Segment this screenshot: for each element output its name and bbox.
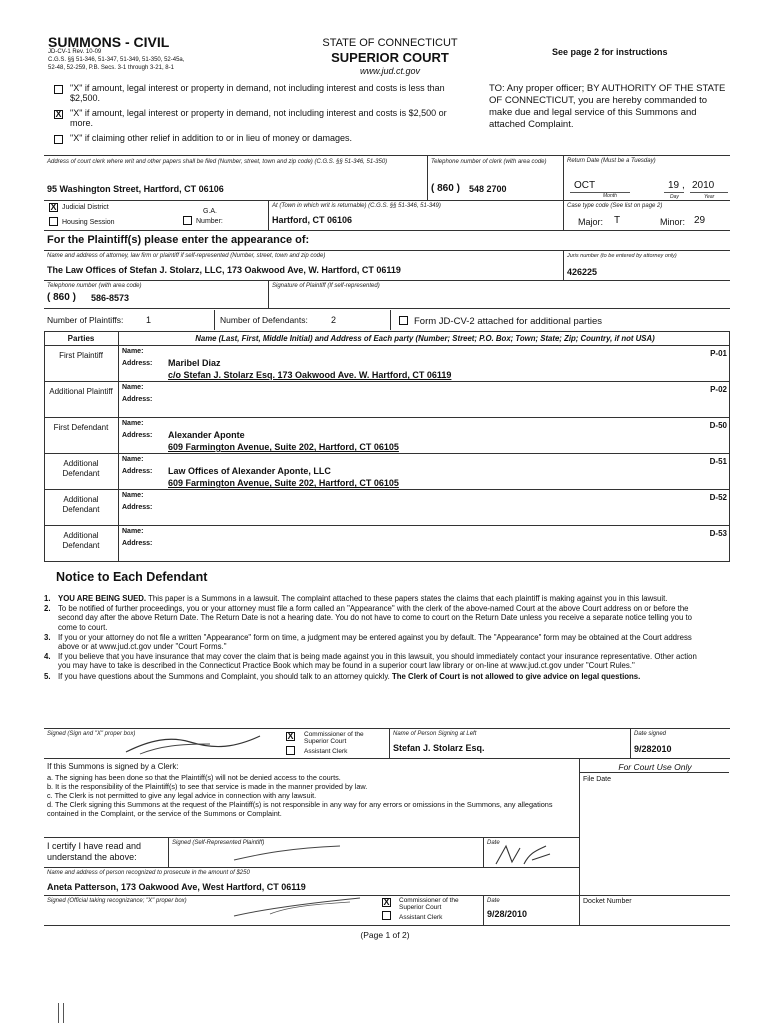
month-label: Month [603,193,617,199]
notice-item-body [58,604,710,632]
statutes-line-2: 52-48, 52-259, P.B. Secs. 3-1 through 3-21, 8-1 [48,65,174,71]
instructions-note: See page 2 for instructions [552,47,668,57]
clerk-item: c. The Clerk is not permitted to give any legal advice in connection with any lawsuit. [47,791,317,800]
recognizance-label: Name and address of person recognized to prosecute in the amount of $250 [47,870,250,876]
housing-session-checkbox[interactable] [49,217,58,226]
amount-option-checkbox[interactable] [54,85,63,94]
form-title: SUMMONS - CIVIL [48,34,170,50]
day-label: Day [670,194,679,200]
appearance-heading: For the Plaintiff(s) please enter the appearance of: [47,234,310,246]
date-signed: 9/282010 [634,744,672,754]
major-label: Major: [578,217,604,227]
party-name-label: Name: [122,528,144,535]
juris-label: Juris number (to be entered by attorney only) [567,253,677,259]
juris-number: 426225 [567,267,598,277]
party-address-label: Address: [122,396,153,403]
self-represented-signed-label: Signed (Self-Represented Plaintiff) [172,840,265,846]
plaintiff-signature-label: Signature of Plaintiff (If self-represented) [272,283,380,289]
party-address: 609 Farmington Avenue, Suite 202, Hartford, CT 06105 [168,442,399,452]
party-name: Alexander Aponte [168,430,245,440]
year-label: Year [704,194,715,200]
signing-assistant-clerk-checkbox[interactable] [286,746,295,755]
plaintiff-phone-area: ( 860 ) [47,292,76,303]
party-name-label: Name: [122,348,144,355]
notice-item-number: 4. [44,652,51,662]
party-role: Additional Defendant [62,459,100,478]
clerk-item: d. The Clerk signing this Summons at the request of the Plaintiff(s) is not responsible in any way for any errors or omissions in the Summons, any allegations contained in the Complaint, or the service of the Summons or Complaint. [47,800,553,818]
attorney-signature [120,732,270,758]
party-code: D-50 [709,421,727,430]
return-town-label: At (Town in which writ is returnable) (C.G.S. §§ 51-346, 51-349) [272,203,441,209]
signing-commissioner-label: Commissioner of the Superior Court [304,731,364,745]
defendants-count-label: Number of Defendants: [220,315,308,325]
party-row-divider [44,525,730,526]
party-role: Additional Defendant [62,531,100,550]
amount-option-checkbox[interactable] [54,135,63,144]
file-date-label: File Date [583,776,612,783]
signed-label: Signed (Sign and "X" proper box) [47,731,136,737]
judicial-district-label: Judicial District [62,204,109,211]
parties-name-col-header: Name (Last, First, Middle Initial) and Address of Each party (Number; Street; P.O. Box; Town; State; Zip; Country, if not USA) [195,334,655,343]
recognizance-assistant-clerk-label: Assistant Clerk [399,914,443,921]
form-jd-cv-2-label: Form JD-CV-2 attached for additional parties [414,316,602,327]
docket-number-label: Docket Number [583,898,632,905]
attorney-label: Name and address of attorney, law firm or plaintiff if self-represented (Number, street, town and zip code) [47,253,326,259]
recognizance-commissioner-label: Commissioner of the Superior Court [399,897,459,911]
notice-item-number: 1. [44,594,51,603]
party-address-label: Address: [122,504,153,511]
recognizance-date: 9/28/2010 [487,909,528,919]
party-name-label: Name: [122,456,144,463]
recognizance-person: Aneta Patterson, 173 Oakwood Ave, West Hartford, CT 06119 [47,882,306,892]
clerk-item: a. The signing has been done so that the Plaintiff(s) will not be denied access to the courts. [47,773,341,782]
party-code: P-02 [710,385,727,394]
party-code: D-51 [709,457,727,466]
page-number: (Page 1 of 2) [360,930,410,940]
party-row-divider [44,489,730,490]
party-role: Additional Defendant [62,495,100,514]
party-row-divider [44,381,730,382]
party-address: c/o Stefan J. Stolarz Esq. 173 Oakwood Ave. W. Hartford, CT 06119 [168,370,452,380]
amount-option-text: "X" if amount, legal interest or property in demand, not including interest and costs is $2,500 or more. [70,108,447,128]
clerk-phone-label: Telephone number of clerk (with area code) [431,159,547,165]
party-name: Law Offices of Alexander Aponte, LLC [168,466,331,476]
party-name-label: Name: [122,420,144,427]
party-address-label: Address: [122,360,153,367]
notice-item [44,604,710,632]
notice-item-body [58,633,710,651]
notice-item-text: If you believe that you have insurance that may cover the claim that is being made against you in this lawsuit, you should immediately contact your insurance representative. Other action you may have to take is described in the Connecticut Practice Book which may be found in a superior court law library or on-line at www.jud.ct.gov under "Court Rules." [58,652,697,671]
party-role: First Plaintiff [59,351,103,360]
party-address-label: Address: [122,432,153,439]
minor-code: 29 [694,215,706,226]
plaintiff-phone: 586-8573 [91,293,130,303]
notice-item-number: 2. [44,604,51,614]
ga-label: G.A. [203,208,218,215]
party-code: D-53 [709,529,727,538]
signer-name: Stefan J. Stolarz Esq. [393,743,485,753]
officer-command: TO: Any proper officer; BY AUTHORITY OF THE STATE OF CONNECTICUT, you are hereby commanded to make due and legal service of this Summons and attached Complaint. [489,83,726,130]
major-code: T [614,215,621,226]
certify-text: I certify I have read and understand the above: [47,841,142,862]
party-code: P-01 [710,349,727,358]
party-name-label: Name: [122,384,144,391]
signer-name-label: Name of Person Signing at Left [393,731,477,737]
clerk-list [47,773,575,818]
recognizance-signed-label: Signed (Official taking recognizance; "X" proper box) [47,898,187,904]
form-id: JD-CV-1 Rev. 10-09 [48,49,102,55]
notice-item-text: This paper is a Summons in a lawsuit. The complaint attached to these papers states the claims that each plaintiff is making against you in this lawsuit. [146,594,668,603]
clerk-item: b. It is the responsibility of the Plaintiff(s) to see that service is made in the manner provided by law. [47,782,368,791]
party-name: Maribel Diaz [168,358,221,368]
signing-commissioner-checkbox[interactable]: X [287,731,294,741]
notice-heading: Notice to Each Defendant [56,570,208,584]
party-address-label: Address: [122,540,153,547]
party-row-divider [44,417,730,418]
statutes-line-1: C.G.S. §§ 51-346, 51-347, 51-349, 51-350, 52-45a, [48,57,185,63]
notice-item-body [58,672,640,681]
court-use-heading: For Court Use Only [618,762,692,772]
plaintiffs-count: 1 [146,315,152,325]
return-day: 19 [668,180,680,191]
court-address-label: Address of court clerk where writ and other papers shall be filed (Number, street, town and zip code) (C.G.S. §§ 51-346, 51-350) [47,159,388,165]
party-code: D-52 [709,493,727,502]
notice-list [44,594,710,682]
notice-item-tail: The Clerk of Court is not allowed to give advice on legal questions. [392,671,641,681]
certify-date-label: Date [487,840,500,846]
party-row-divider [44,453,730,454]
notice-item-body [58,594,667,603]
housing-session-label: Housing Session [62,219,115,226]
case-type-label: Case type code (See list on page 2) [567,203,663,209]
recognizance-signature [230,896,370,920]
amount-option-text: "X" if claiming other relief in addition to or in lieu of money or damages. [70,133,353,143]
judicial-district-checkbox[interactable]: X [50,202,57,212]
return-month: OCT [574,180,596,191]
party-row-divider [44,561,730,562]
party-address-label: Address: [122,468,153,475]
amount-option-checkbox[interactable]: X [55,109,62,119]
court-address: 95 Washington Street, Hartford, CT 06106 [47,184,224,194]
clerk-heading: If this Summons is signed by a Clerk: [47,762,179,771]
notice-item-text: If you have questions about the Summons and Complaint, you should talk to an attorney quickly. [58,671,393,681]
notice-item [44,672,710,681]
court-name: SUPERIOR COURT [331,50,449,65]
form-jd-cv-2-checkbox[interactable] [399,316,408,325]
self-represented-signature [230,844,350,864]
return-date-label: Return Date (Must be a Tuesday) [567,158,656,164]
plaintiffs-count-label: Number of Plaintiffs: [47,315,124,325]
notice-item [44,594,710,603]
defendants-count: 2 [331,315,337,325]
notice-item-lead: YOU ARE BEING SUED. [58,594,147,603]
ga-number-label: Number: [196,218,223,225]
notice-item-text: To be notified of further proceedings, you or your attorney must file a form called an "Appearance" with the clerk of the above-named Court at the above Court address on or before the second day after the above Return Date. The Return Date is not a hearing date. You do not have to come to court on the Return Date unless you receive a separate notice telling you to come to court. [58,604,692,632]
recognizance-date-label: Date [487,898,500,904]
party-address: 609 Farmington Avenue, Suite 202, Hartford, CT 06105 [168,478,399,488]
recognizance-assistant-clerk-checkbox[interactable] [382,911,391,920]
clerk-phone: 548 2700 [469,184,507,194]
recognizance-commissioner-checkbox[interactable]: X [383,897,390,907]
notice-item-body [58,652,710,670]
parties-col-header: Parties [67,334,95,343]
ga-checkbox[interactable] [183,216,192,225]
return-town: Hartford, CT 06106 [272,215,353,225]
notice-item [44,652,710,670]
clerk-phone-area: ( 860 ) [431,183,460,194]
notice-item-number: 5. [44,671,51,681]
notice-item [44,633,710,651]
date-signed-label: Date signed [634,731,667,737]
plaintiff-phone-label: Telephone number (with area code) [47,283,142,289]
notice-item-number: 3. [44,632,51,642]
return-year: 2010 [692,180,715,191]
state-name: STATE OF CONNECTICUT [322,37,458,49]
party-name-label: Name: [122,492,144,499]
notice-item-text: If you or your attorney do not file a written "Appearance" form on time, a judgment may be entered against you by default. The "Appearance" form may be obtained at the Court address above or at www.jud.ct.gov under "Court Forms." [58,632,692,652]
attorney-info: The Law Offices of Stefan J. Stolarz, LLC, 173 Oakwood Ave, W. Hartford, CT 06119 [47,265,401,275]
court-website: www.jud.ct.gov [359,66,421,76]
minor-label: Minor: [660,217,686,227]
signing-assistant-clerk-label: Assistant Clerk [304,748,348,755]
amount-option-text: "X" if amount, legal interest or property in demand, not including interest and costs is less than $2,500. [70,83,445,103]
party-role: First Defendant [53,423,109,432]
certify-date-initials [490,842,560,868]
party-role: Additional Plaintiff [49,387,113,396]
